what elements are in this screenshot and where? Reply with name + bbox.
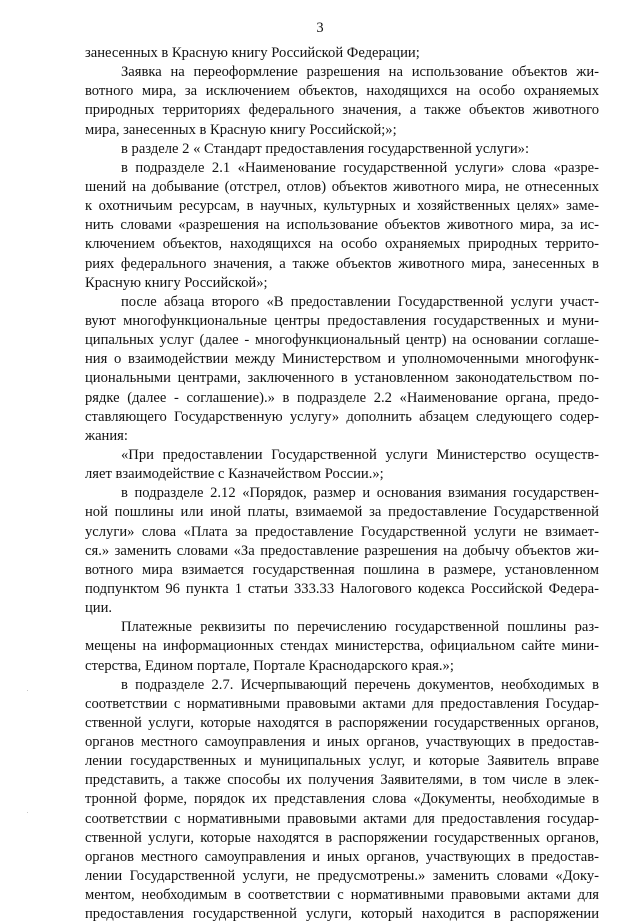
text-line: вуют многофункциональные центры предоставления государственных и муни- [85,312,599,329]
text-line: ся.» заменить словами «За предоставление разрешения на добычу объектов жи- [85,542,599,559]
text-line: стерства, Едином портале, Портале Краснодарского края.»; [85,657,454,674]
text-line: ментом, необходимым в соответствии с нормативными правовыми актами для [85,887,599,904]
text-line: подпунктом 96 пункта 1 статьи 333.33 Налогового кодекса Российской Федера- [85,580,599,597]
text-line: вотного мира взимается государственная пошлина в размере, установленном [85,561,599,578]
text-line: представить, а также способы их получения Заявителями, в том числе в элек- [85,772,599,789]
document-body [85,44,599,924]
scan-speck [27,690,28,691]
text-line: в разделе 2 « Стандарт предоставления государственной услуги»: [121,140,530,157]
text-line: риях федерального значения, а также объектов животного мира, занесенных в [85,255,599,272]
text-line: услуги» слова «Плата за предоставление Государственной услуги не взимает- [85,523,599,540]
text-line: Платежные реквизиты по перечислению государственной пошлины раз- [121,619,599,636]
text-line: органов местного самоуправления и иных органов, участвующих в предостав- [85,848,599,865]
text-line: природных территориях федерального значения, а также объектов животного [85,102,599,119]
text-line: в подразделе 2.12 «Порядок, размер и основания взимания государствен- [121,485,599,502]
text-line: ции. [85,600,113,617]
text-line: ключением объектов, находящихся на особо охраняемых природных террито- [85,236,599,253]
text-line: циональными центрами, заключенного в установленном законодательством по- [85,370,599,387]
text-line: шений на добывание (отстрел, отлов) объектов животного мира, не отнесенных [85,178,599,195]
text-line: мещены на информационных стендах министерства, официальном сайте мини- [85,638,599,655]
text-line: Заявка на переоформление разрешения на использование объектов жи- [121,64,599,81]
text-line: жания: [85,427,128,444]
text-line: ной пошлины или иной платы, взимаемой за предоставление Государственной [85,504,599,521]
text-line: соответствии с нормативными правовыми актами для предоставления Государ- [85,695,599,712]
text-line: к охотничьим ресурсам, в научных, культурных и хозяйственных целях» заме- [85,198,599,215]
page-number: 3 [316,20,324,36]
text-line: нить словами «разрешения на использование объектов животного мира, за ис- [85,217,599,234]
text-line: занесенных в Красную книгу Российской Федерации; [85,45,420,61]
text-line: Красную книгу Российской»; [85,274,268,291]
text-line: вотного мира, за исключением объектов, находящихся на особо охраняемых [85,83,599,100]
text-line: в подразделе 2.1 «Наименование государственной услуги» слова «разре- [121,159,599,176]
text-line: ственной услуги, которые находятся в распоряжении государственных органов, [85,714,599,731]
scan-speck [27,812,28,813]
text-line: рядке (далее - соглашение).» в подразделе 2.2 «Наименование органа, предо- [85,389,599,406]
text-line: ставляющего Государственную услугу» дополнить абзацем следующего содер- [85,408,599,425]
text-line: предоставления государственной услуги, который находится в распоряжении [85,906,599,923]
text-line: лении государственных и муниципальных услуг, и которые Заявитель вправе [85,753,599,770]
text-line: лении Государственной услуги, не предусмотрены.» заменить словами «Доку- [85,868,599,885]
text-line: ляет взаимодействие с Казначейством России.»; [85,466,384,483]
text-line: тронной форме, порядок их представления слова «Документы, необходимые в [85,791,599,808]
text-line: ципальных услуг (далее - многофункциональный центр) на основании соглаше- [85,332,599,349]
text-line: «При предоставлении Государственной услуги Министерство осуществ- [121,446,599,463]
text-line: мира, занесенных в Красную книгу Российской;»; [85,121,397,138]
text-line: органов местного самоуправления и иных органов, участвующих в предостав- [85,734,599,751]
text-line: ния о взаимодействии между Министерством и уполномоченными многофунк- [85,351,599,368]
text-line: ственной услуги, которые находятся в распоряжении государственных органов, [85,829,599,846]
text-line: в подразделе 2.7. Исчерпывающий перечень документов, необходимых в [121,676,599,693]
text-line: соответствии с нормативными правовыми актами для предоставления государ- [85,810,599,827]
text-line: после абзаца второго «В предоставлении Государственной услуги участ- [121,293,599,310]
